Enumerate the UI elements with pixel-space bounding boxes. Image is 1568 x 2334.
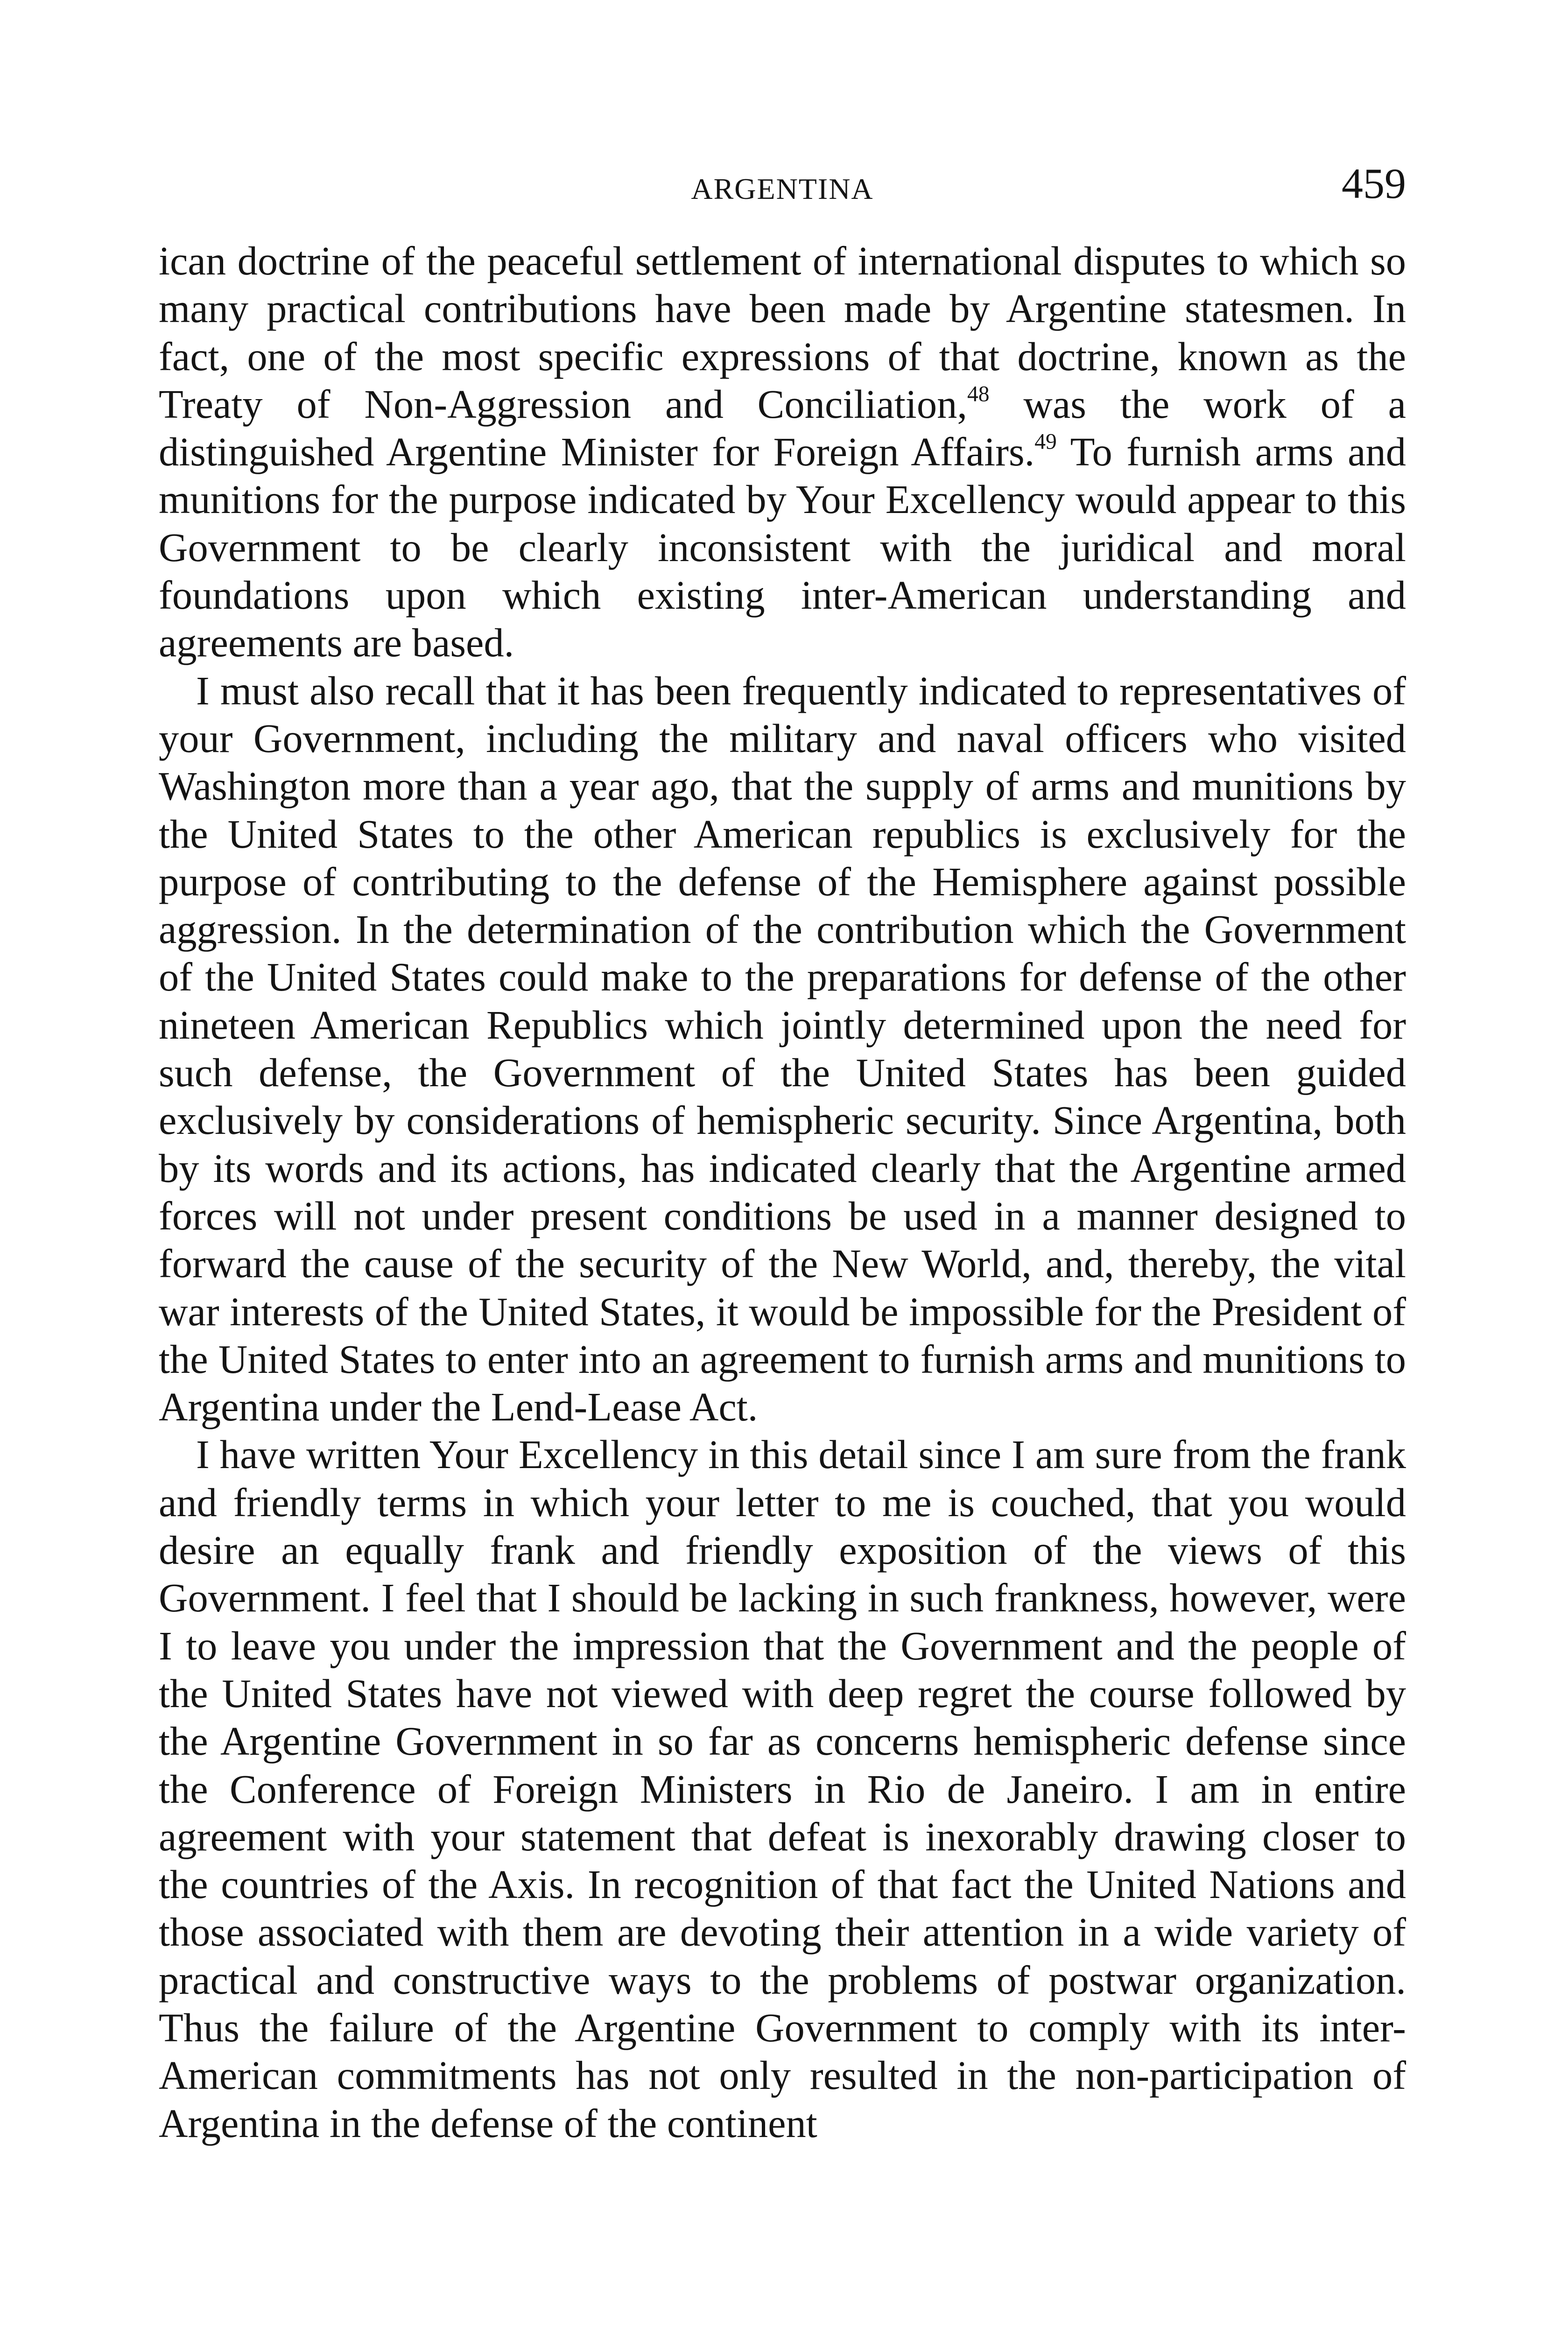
running-title: ARGENTINA <box>691 172 874 205</box>
paragraph-1-text-a: ican doctrine of the peaceful settlement of international disputes to which so many practical contributions have been made by Argentine statesmen. In fact, one of the most specific expressions of that doctrine, known as the Treaty of Non-Aggression and Conciliation, <box>159 239 1406 427</box>
paragraph-2: I must also recall that it has been frequently indicated to representatives of your Government, including the military and naval officers who visited Washington more than a year ago, that the supply of arms and munitions by the United States to the other American republics is exclusively for the purpose of contributing to the defense of the Hemisphere against possible aggression. In the determination of the contribution which the Government of the United States could make to the preparations for defense of the other nineteen American Republics which jointly determined upon the need for such defense, the Government of the United States has been guided exclusively by considerations of hemispheric security. Since Argentina, both by its words and its actions, has indicated clearly that the Argentine armed forces will not under present conditions be used in a manner designed to forward the cause of the security of the New World, and, thereby, the vital war interests of the United States, it would be impossible for the President of the United States to enter into an agreement to furnish arms and munitions to Argentina under the Lend-Lease Act. <box>159 668 1406 1430</box>
page-number: 459 <box>1342 160 1406 207</box>
paragraph-3: I have written Your Excellency in this detail since I am sure from the frank and friendly terms in which your letter to me is couched, that you would desire an equally frank and friendly exposition of the views of this Government. I feel that I should be lacking in such frankness, however, were I to leave you under the impression that the Government and the people of the United States have not viewed with deep regret the course followed by the Argentine Government in so far as concerns hemispheric defense since the Conference of Foreign Ministers in Rio de Janeiro. I am in entire agreement with your statement that defeat is inexorably drawing closer to the countries of the Axis. In recognition of that fact the United Nations and those associated with them are devoting their attention in a wide variety of practical and constructive ways to the problems of postwar organization. Thus the failure of the Argentine Government to comply with its inter-American commitments has not only resulted in the non-participation of Argentina in the defense of the continent <box>159 1432 1406 2146</box>
paragraph-1-text-c: To furnish arms and munitions for the purpose indicated by Your Excellency would appear to this Government to be clearly inconsistent with the juridical and moral foundations upon which existing inter-American understanding and agreements are based. <box>159 429 1406 666</box>
footnote-ref-48: 48 <box>967 382 990 407</box>
footnote-ref-49: 49 <box>1034 429 1057 454</box>
paragraph-1 <box>159 237 1406 667</box>
paragraph-1-text-b: was the work of a distinguished Argentine Minister for Foreign Affairs. <box>159 381 1406 475</box>
running-header <box>159 159 1406 215</box>
body-text <box>159 237 1406 2147</box>
